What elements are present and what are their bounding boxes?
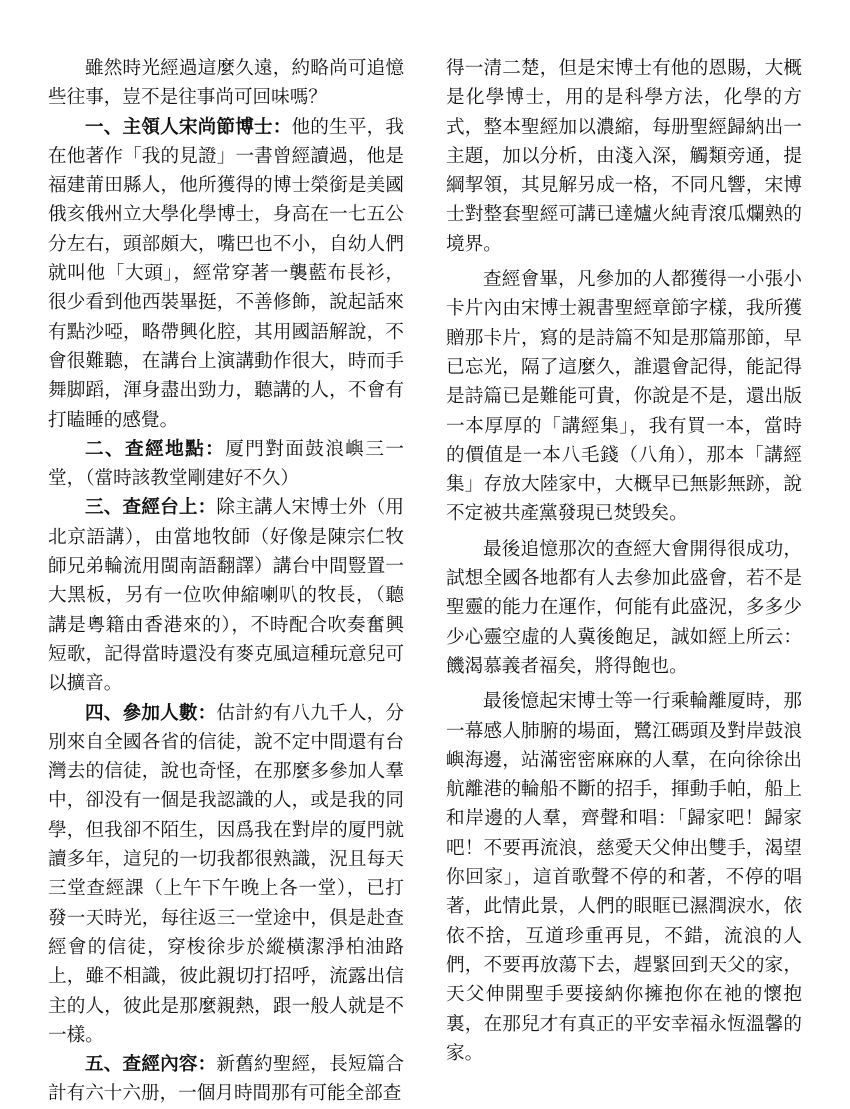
intro-paragraph: 雖然時光經過這麼久遠，約略尚可追憶些往事，豈不是往事尚可回味嗎？ xyxy=(48,58,404,109)
section-5-body: 新舊約聖經，長短篇合計有六十六册，一個月時間那有可能全部查 xyxy=(48,1054,404,1105)
right-paragraph-4: 最後憶起宋博士等一行乘輪離厦時，那一幕感人肺腑的場面，鷺江碼頭及對岸鼓浪嶼海邊，站滿密密麻麻的人羣，在向徐徐出航離港的輪船不斷的招手，揮動手帕，船上和岸邊的人羣，齊聲和唱：「歸家吧！歸家吧！不要再流浪，慈愛天父伸出雙手，渴望你回家」，這首歌聲不停的和著，不停的唱著，此情此景，人們的眼眶已濕潤淚水，依依不捨，互道珍重再見，不錯，流浪的人們，不要再放蕩下去，趕緊回到天父的家，天父伸開聖手要接納你擁抱你在祂的懷抱裏，在那兒才有真正的平安幸福永恆溫馨的家。 xyxy=(446,691,802,1064)
section-4-paragraph xyxy=(48,699,404,1051)
left-column xyxy=(48,54,404,1109)
right-paragraph-2: 查經會畢，凡參加的人都獲得一小張小卡片內由宋博士親書聖經章節字樣，我所獲贈那卡片，寫的是詩篇不知是那篇那節，早已忘光，隔了這麼久，誰還會記得，能記得是詩篇已是難能可貴，你說是不是，還出版一本厚厚的「講經集」，我有買一本，當時的價值是一本八毛錢（八角），那本「講經集」存放大陸家中，大概早已無影無跡，說不定被共產黨發現已焚毁矣。 xyxy=(446,269,802,525)
section-1-body: 他的生平，我在他著作「我的見證」一書曾經讀過，他是福建莆田縣人，他所獲得的博士榮銜是美國俄亥俄州立大學化學博士，身高在一七五公分左右，頭部頗大，嘴巴也不小，自幼人們就叫他「大頭」，經常穿著一襲藍布長衫，很少看到他西裝畢挺，不善修飾，說起話來有點沙啞，略帶興化腔，其用國語解說，不會很難聽，在講台上演講動作很大，時而手舞脚蹈，渾身盡出勁力，聽講的人，不會有打瞌睡的感覺。 xyxy=(48,116,404,431)
section-4-body: 估計約有八九千人，分別來自全國各省的信徒，說不定中間還有台灣去的信徒，說也奇怪，在那麼多參加人羣中，卻没有一個是我認識的人，或是我的同學，但我卻不陌生，因爲我在對岸的厦門就讀多年，這兒的一切我都很熟識，況且每天三堂查經課（上午下午晚上各一堂），已打發一天時光，每往返三一堂途中，俱是赴查經會的信徒，穿梭徐步於縱橫潔淨柏油路上，雖不相識，彼此親切打招呼，流露出信主的人，彼此是那麼親熱，跟一般人就是不一樣。 xyxy=(48,702,404,1046)
section-2-body: 厦門對面鼓浪嶼三一堂，（當時該教堂剛建好不久） xyxy=(48,438,404,490)
section-2-heading: 二、查經地點： xyxy=(85,438,226,460)
section-3-paragraph xyxy=(48,493,404,698)
section-3-body: 除主講人宋博士外（用北京語講），由當地牧師（好像是陳宗仁牧師兄弟輪流用閩南語翻譯）講台中間豎置一大黑板，另有一位吹伸縮喇叭的牧長，（聽講是粵籍由香港來的），不時配合吹奏奮興短歌，記得當時還没有麥克風這種玩意兒可以擴音。 xyxy=(48,497,404,695)
section-4-heading: 四、參加人數： xyxy=(85,702,217,724)
section-2-paragraph xyxy=(48,435,404,494)
right-paragraph-1: 得一清二楚，但是宋博士有他的恩賜，大概是化學博士，用的是科學方法，化學的方式，整本聖經加以濃縮，每册聖經歸納出一主題，加以分析，由淺入深，觸類旁通，提綱挈領，其見解另成一格，不同凡響，宋博士對整套聖經可講已達爐火純青滾瓜爛熟的境界。 xyxy=(446,58,802,255)
right-paragraph-3: 最後追憶那次的查經大會開得很成功，試想全國各地都有人去參加此盛會，若不是聖靈的能力在運作，何能有此盛況，多多少少心靈空虛的人冀後飽足，誠如經上所云：饑渴慕義者福矣，將得飽也。 xyxy=(446,538,802,677)
section-1-paragraph xyxy=(48,113,404,435)
section-3-heading: 三、查經台上： xyxy=(85,497,217,519)
section-1-heading: 一、主領人宋尚節博士： xyxy=(85,116,292,138)
section-5-heading: 五、查經內容： xyxy=(85,1054,217,1076)
section-5-paragraph xyxy=(48,1050,404,1109)
right-column xyxy=(446,54,802,1068)
